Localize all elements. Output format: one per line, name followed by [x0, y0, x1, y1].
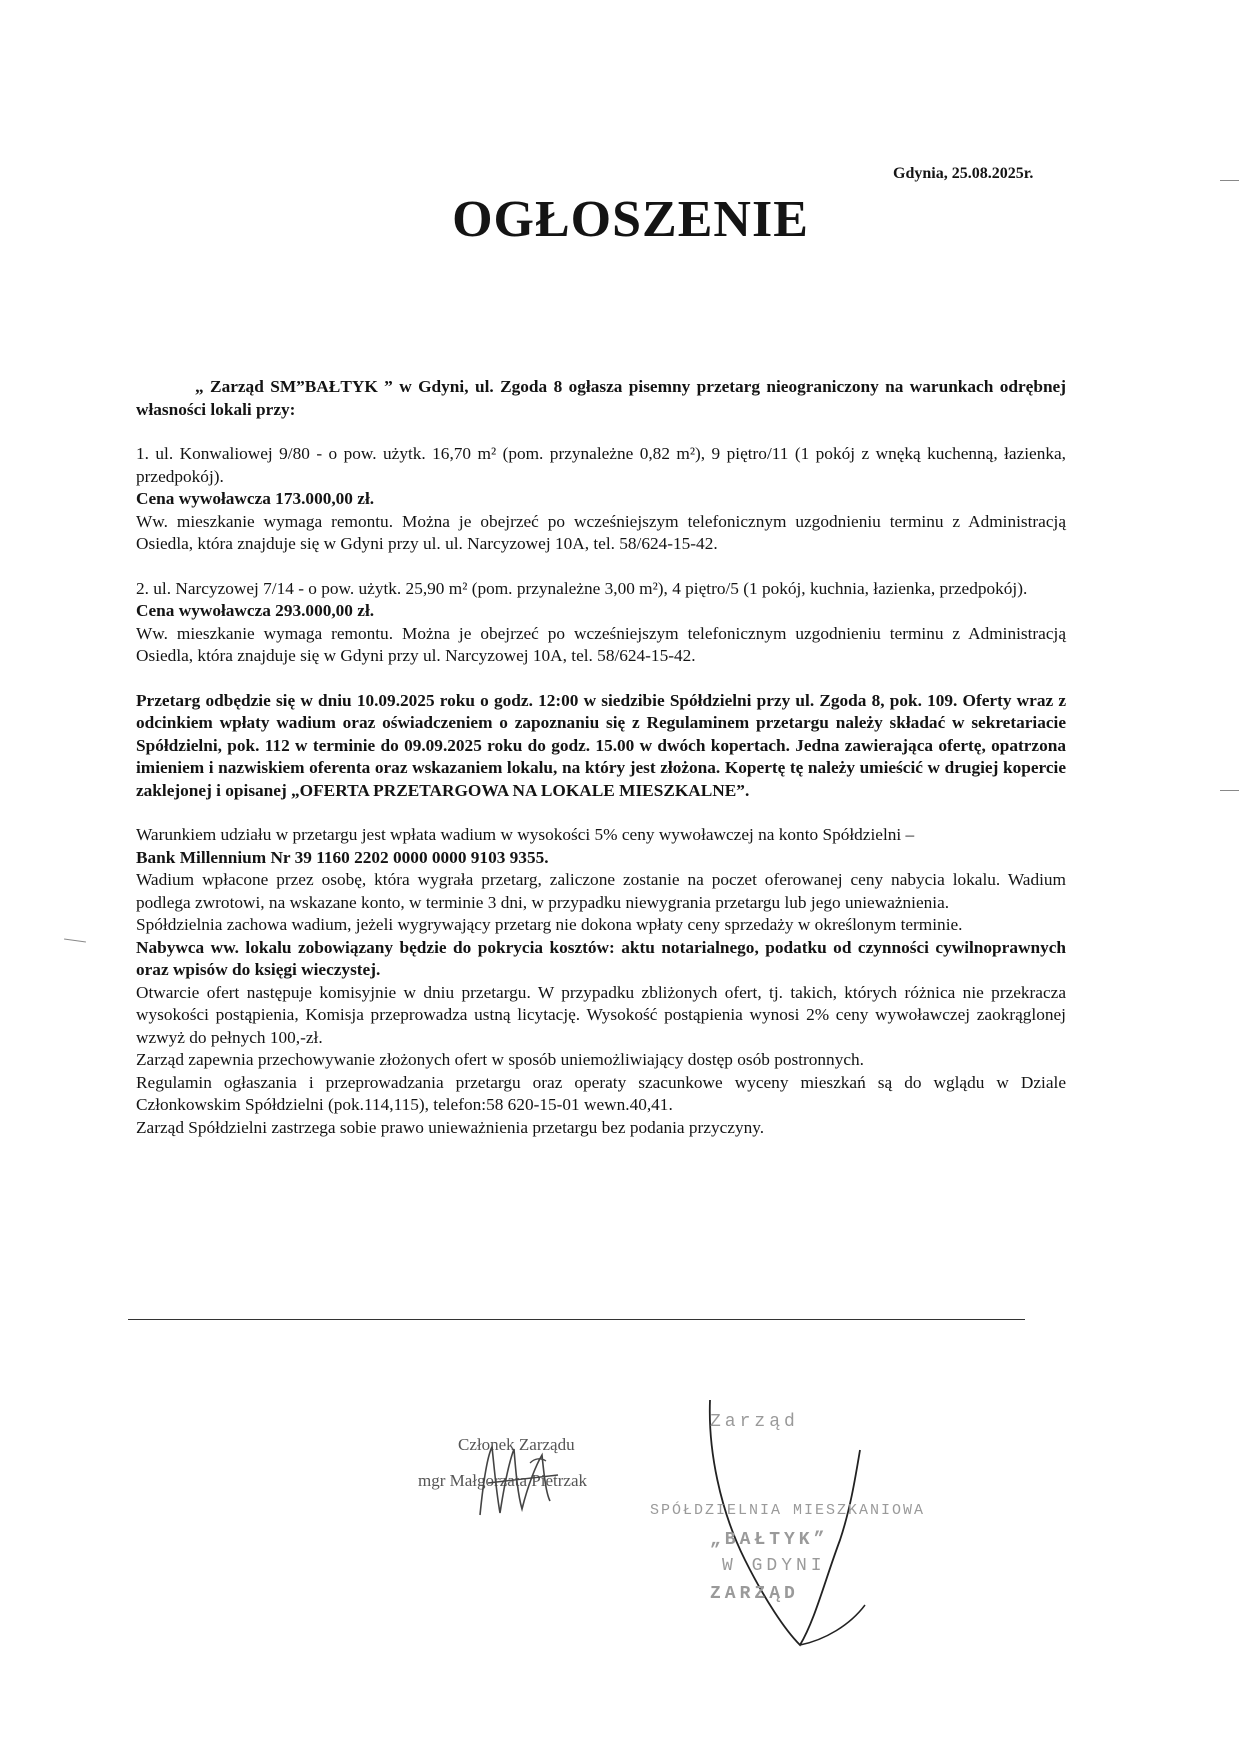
signature-name: mgr Małgorzata Pietrzak	[418, 1471, 587, 1490]
signature-role: Członek Zarządu	[458, 1435, 575, 1454]
stamp-line-5: ZARZĄD	[710, 1584, 799, 1604]
stamp-line-3: „BAŁTYK”	[710, 1530, 829, 1550]
intro-paragraph: „ Zarząd SM”BAŁTYK ” w Gdyni, ul. Zgoda 8 ogłasza pisemny przetarg nieograniczony na warunkach odrębnej własności lokali przy:	[136, 377, 1066, 419]
stamp-line-4: W GDYNI	[722, 1556, 826, 1576]
reservation-paragraph: Zarząd Spółdzielni zastrzega sobie prawo unieważnienia przetargu bez podania przyczyny.	[136, 1117, 765, 1137]
scan-edge-mark-left	[64, 938, 86, 942]
listing-1-note: Ww. mieszkanie wymaga remontu. Można je obejrzeć po wcześniejszym telefonicznym uzgodnieniu terminu z Administracją Osiedla, która znajduje się w Gdyni przy ul. ul. Narcyzowej 10A, tel. 58/624-15-42.	[136, 511, 1066, 553]
signature-block	[418, 1435, 648, 1525]
announcement-body	[136, 376, 1066, 1139]
announcement-date: Gdynia, 25.08.2025r.	[893, 165, 1034, 182]
deposit-return-paragraph: Wadium wpłacone przez osobę, która wygrała przetarg, zaliczone zostanie na poczet oferowanej ceny nabycia lokalu. Wadium podlega zwrotowi, na wskazane konto, w terminie 3 dni, w przypadku niewygrania przetargu lub jego unieważnienia.	[136, 870, 1066, 912]
divider-line	[128, 1319, 1025, 1320]
regulations-paragraph: Regulamin ogłaszania i przeprowadzania przetargu oraz operaty szacunkowe wyceny mieszkań są do wglądu w Dziale Członkowskim Spółdzielni (pok.114,115), telefon:58 620-15-01 wewn.40,41.	[136, 1072, 1066, 1114]
stamp-line-2: SPÓŁDZIELNIA MIESZKANIOWA	[650, 1502, 926, 1519]
buyer-costs-paragraph: Nabywca ww. lokalu zobowiązany będzie do pokrycia kosztów: aktu notarialnego, podatku od czynności cywilnoprawnych oraz wpisów do księgi wieczystej.	[136, 937, 1066, 979]
storage-paragraph: Zarząd zapewnia przechowywanie złożonych ofert w sposób uniemożliwiający dostęp osób postronnych.	[136, 1050, 864, 1069]
listing-2-note: Ww. mieszkanie wymaga remontu. Można je obejrzeć po wcześniejszym telefonicznym uzgodnieniu terminu z Administracją Osiedla, która znajduje się w Gdyni przy ul. Narcyzowej 10A, tel. 58/624-15-42.	[136, 623, 1066, 665]
scan-edge-mark-middle	[1220, 790, 1239, 791]
stamp-line-1: Zarząd	[710, 1412, 799, 1432]
opening-paragraph: Otwarcie ofert następuje komisyjnie w dniu przetargu. W przypadku zbliżonych ofert, tj. takich, których różnica nie przekracza wysokości postąpienia, Komisja przeprowadza ustną licytację. Wysokość postąpienia wynosi 2% ceny wywoławczej zaokrąglonej wzwyż do pełnych 100,-zł.	[136, 982, 1066, 1047]
deposit-paragraph: Warunkiem udziału w przetargu jest wpłata wadium w wysokości 5% ceny wywoławczej na konto Spółdzielni –	[136, 825, 915, 844]
listing-2-price: Cena wywoławcza 293.000,00 zł.	[136, 601, 375, 620]
deposit-retain-paragraph: Spółdzielnia zachowa wadium, jeżeli wygrywający przetarg nie dokona wpłaty ceny sprzedaży w określonym terminie.	[136, 915, 963, 934]
listing-2-description: 2. ul. Narcyzowej 7/14 - o pow. użytk. 25,90 m² (pom. przynależne 3,00 m²), 4 piętro/5 (1 pokój, kuchnia, łazienka, przedpokój).	[136, 578, 1028, 598]
announcement-title: OGŁOSZENIE	[452, 191, 809, 248]
bank-account: Bank Millennium Nr 39 1160 2202 0000 0000 9103 9355.	[136, 847, 549, 867]
cooperative-stamp	[650, 1390, 940, 1670]
tender-info-paragraph: Przetarg odbędzie się w dniu 10.09.2025 roku o godz. 12:00 w siedzibie Spółdzielni przy ul. Zgoda 8, pok. 109. Oferty wraz z odcinkiem wpłaty wadium oraz oświadczeniem o zapoznaniu się z Regulaminem przetargu należy składać w sekretariacie Spółdzielni, pok. 112 w terminie do 09.09.2025 roku do godz. 15.00 w dwóch kopertach. Jedna zawierająca ofertę, opatrzona imieniem i nazwiskiem oferenta oraz wskazaniem lokalu, na który jest złożona. Kopertę tę należy umieścić w drugiej kopercie zaklejonej i opisanej „OFERTA PRZETARGOWA NA LOKALE MIESZKALNE”.	[136, 690, 1066, 800]
listing-1-description: 1. ul. Konwaliowej 9/80 - o pow. użytk. 16,70 m² (pom. przynależne 0,82 m²), 9 piętro/11 (1 pokój z wnęką kuchenną, łazienka, przedpokój).	[136, 444, 1066, 486]
listing-1-price: Cena wywoławcza 173.000,00 zł.	[136, 489, 375, 508]
scan-edge-mark-top	[1220, 180, 1239, 181]
handwritten-signature-icon	[418, 1435, 648, 1525]
